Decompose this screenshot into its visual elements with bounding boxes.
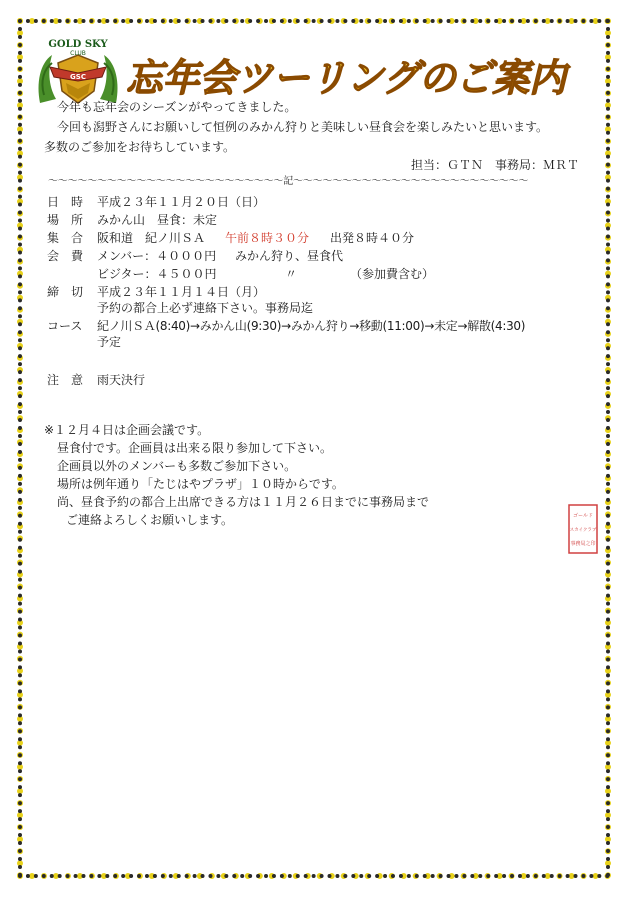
ki-separator: 〜〜〜〜〜〜〜〜〜〜〜〜〜〜〜〜〜〜〜〜〜〜〜〜記〜〜〜〜〜〜〜〜〜〜〜〜〜〜〜〜〜〜〜〜〜〜〜〜 [48, 176, 529, 187]
svg-text:ゴールド: ゴールド [573, 513, 593, 519]
note-line-1: ※１２月４日は企画会議です。 [44, 423, 210, 437]
deadline-value: 平成２３年１１月１４日（月） [97, 285, 266, 299]
svg-text:スカイクラブ: スカイクラブ [569, 528, 597, 533]
caution-value: 雨天決行 [97, 373, 146, 387]
fee-member: メンバー：４０００円 [97, 249, 217, 263]
caution-label: 注 意 [47, 373, 84, 387]
page-title [120, 46, 572, 106]
logo-text-top: GOLD SKY [48, 39, 108, 50]
deadline-note: 予約の都合上必ず連絡下さい。事務局迄 [97, 301, 314, 315]
contact-line: 担当：ＧＴＮ 事務局：ＭＲＴ [411, 158, 580, 172]
intro-line-3: 多数のご参加をお待ちしています。 [44, 140, 236, 154]
place-value: みかん山 昼食：未定 [97, 213, 218, 227]
place-label: 場 所 [47, 213, 84, 227]
meet-time: 午前８時３０分 [225, 231, 310, 245]
note-line-3: 企画員以外のメンバーも多数ご参加下さい。 [57, 459, 297, 473]
deadline-label: 締 切 [47, 285, 84, 299]
note-line-5: 尚、昼食予約の都合上出席できる方は１１月２６日までに事務局まで [57, 495, 430, 509]
logo-text-badge: GSC [70, 73, 86, 81]
fee-ditto-mark: 〃 [285, 267, 298, 281]
intro-line-1: 今年も忘年会のシーズンがやってきました。 [57, 100, 297, 114]
meet-place: 阪和道 紀ノ川ＳＡ [97, 231, 206, 245]
course-value: 紀ノ川ＳＡ(8:40)→みかん山(9:30)→みかん狩り→移動(11:00)→未定→解散(4:30) [97, 319, 526, 333]
club-seal-stamp [568, 504, 598, 554]
note-line-2: 昼食付です。企画員は出来る限り参加して下さい。 [57, 441, 333, 455]
fee-member-note: みかん狩り、昼食代 [235, 249, 344, 263]
note-line-6: ご連絡よろしくお願いします。 [66, 513, 234, 527]
date-value: 平成２３年１１月２０日（日） [97, 195, 266, 209]
course-label: コース [47, 319, 83, 333]
note-line-4: 場所は例年通り「たじはやプラザ」１０時からです。 [57, 477, 344, 491]
date-label: 日 時 [47, 195, 84, 209]
fee-visitor-note: （参加費含む） [350, 267, 435, 281]
svg-text:事務局之印: 事務局之印 [570, 541, 596, 547]
intro-line-2: 今回も潟野さんにお願いして恒例のみかん狩りと美味しい昼食会を楽しみたいと思います。 [57, 120, 549, 134]
title-text: 忘年会ツーリングのご案内 [126, 56, 571, 100]
fee-visitor: ビジター：４５００円 [97, 267, 217, 281]
course-note: 予定 [97, 335, 122, 349]
fee-label: 会 費 [47, 249, 84, 263]
meet-label: 集 合 [47, 231, 84, 245]
logo-text-mid: CLUB [70, 50, 86, 57]
departure-time: 出発８時４０分 [330, 231, 415, 245]
